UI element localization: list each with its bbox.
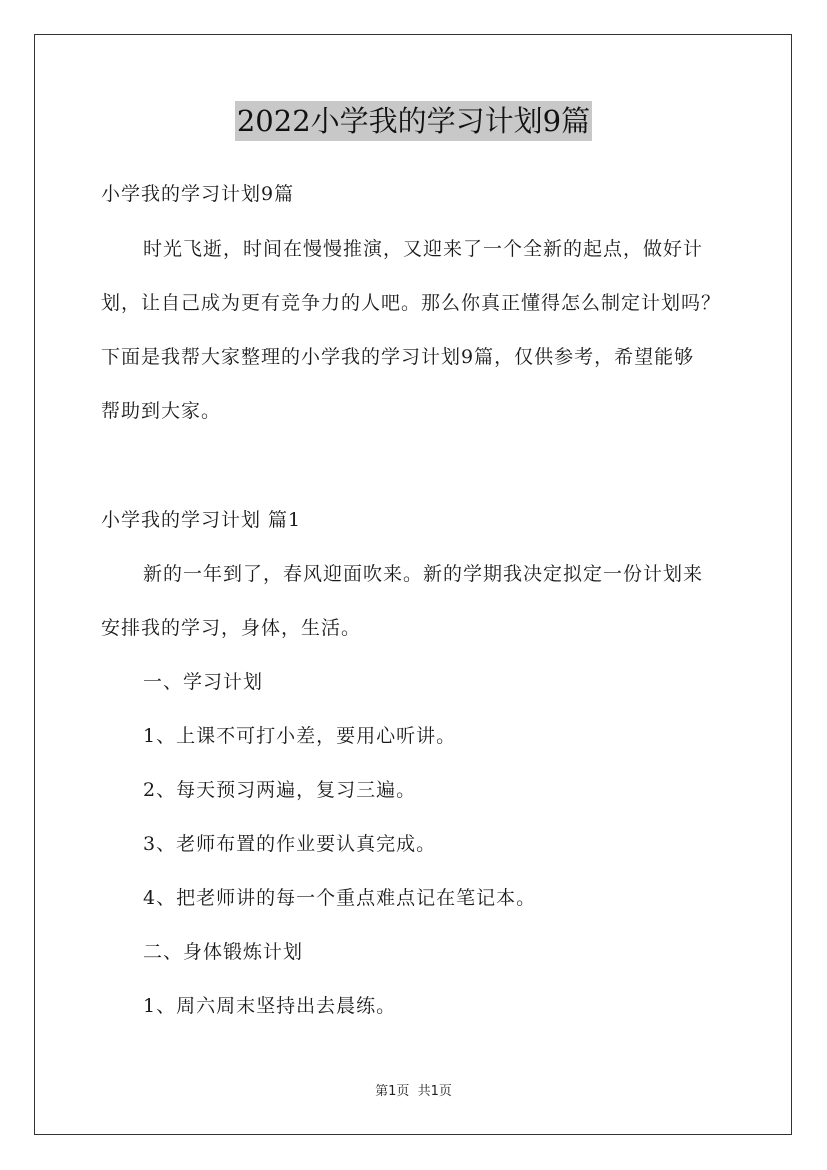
study-plan-heading: 一、学习计划: [143, 671, 264, 693]
study-item-2: 2、每天预习两遍，复习三遍。: [143, 779, 417, 801]
intro-line-3: 下面是我帮大家整理的小学我的学习计划9篇，仅供参考，希望能够: [101, 346, 695, 368]
intro-line-2: 划，让自己成为更有竞争力的人吧。那么你真正懂得怎么制定计划吗？: [101, 292, 722, 314]
intro-line-4: 帮助到大家。: [101, 400, 222, 422]
study-item-3: 3、老师布置的作业要认真完成。: [143, 833, 437, 855]
section-heading: 小学我的学习计划 篇1: [101, 509, 302, 531]
study-item-1: 1、上课不可打小差，要用心听讲。: [143, 725, 457, 747]
page-number-current: 第1页: [375, 1084, 410, 1099]
document-title: 2022小学我的学习计划9篇: [235, 101, 592, 141]
page-number-total: 共1页: [417, 1084, 452, 1099]
title-container: [0, 101, 827, 141]
page-footer: [0, 1083, 827, 1101]
intro-line-1: 时光飞逝，时间在慢慢推演，又迎来了一个全新的起点，做好计: [143, 238, 704, 260]
section-intro-line-1: 新的一年到了，春风迎面吹来。新的学期我决定拟定一份计划来: [143, 563, 704, 585]
section-intro-line-2: 安排我的学习，身体，生活。: [101, 617, 362, 639]
exercise-plan-heading: 二、身体锻炼计划: [143, 941, 304, 963]
exercise-item-1: 1、周六周末坚持出去晨练。: [143, 995, 397, 1017]
study-item-4: 4、把老师讲的每一个重点难点记在笔记本。: [143, 887, 537, 909]
document-subtitle: 小学我的学习计划9篇: [101, 183, 295, 205]
